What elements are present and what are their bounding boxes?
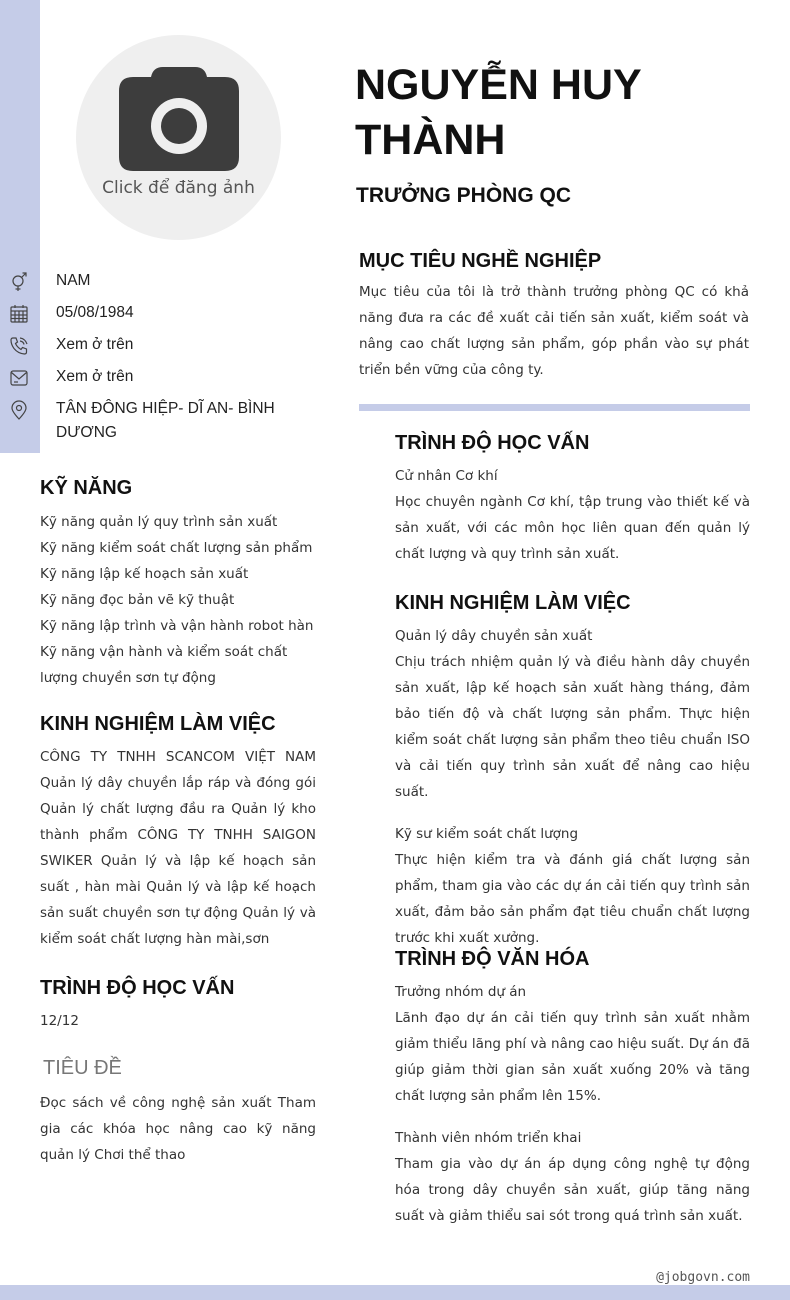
section-title: TIÊU ĐỀ bbox=[43, 1057, 122, 1079]
entry-heading: Cử nhân Cơ khí bbox=[395, 468, 498, 484]
contact-birthday: 05/08/1984 bbox=[0, 300, 300, 332]
skill-item: Kỹ năng lập kế hoạch sản xuất bbox=[40, 566, 249, 582]
photo-upload[interactable] bbox=[76, 35, 281, 240]
objective-text: Mục tiêu của tôi là trở thành trưởng phòng QC có khả năng đưa ra các đề xuất cải tiến sản xuất, kiểm soát và nâng cao chất lượng sản phẩm, góp phần vào sự phát triển bền vững của công ty. bbox=[359, 284, 749, 378]
skill-item: Kỹ năng quản lý quy trình sản xuất bbox=[40, 514, 278, 530]
skill-item: Kỹ năng kiểm soát chất lượng sản phẩm bbox=[40, 540, 313, 556]
gender-icon bbox=[9, 272, 29, 292]
camera-icon bbox=[117, 65, 241, 173]
photo-caption: Click để đăng ảnh bbox=[102, 178, 255, 198]
contact-gender: NAM bbox=[0, 268, 300, 300]
entry-text: Chịu trách nhiệm quản lý và điều hành dây chuyền sản xuất, lập kế hoạch sản xuất hàng tháng, đảm bảo tiến độ và chất lượng sản phẩm. Thực hiện kiểm soát chất lượng sản phẩm theo tiêu chuẩn ISO và cải tiến quy trình sản xuất để nâng cao hiệu suất. bbox=[395, 654, 750, 800]
experience-entry bbox=[395, 821, 750, 951]
job-title: TRƯỞNG PHÒNG QC bbox=[356, 184, 572, 207]
objective-section bbox=[359, 250, 749, 383]
skill-item: Kỹ năng lập trình và vận hành robot hàn bbox=[40, 618, 314, 634]
section-title: KINH NGHIỆM LÀM VIỆC bbox=[40, 713, 276, 735]
entry-text: Học chuyên ngành Cơ khí, tập trung vào thiết kế và sản xuất, với các môn học liên quan đến quản lý chất lượng và quy trình sản xuất. bbox=[395, 494, 750, 562]
skills-section bbox=[40, 477, 316, 691]
watermark-link[interactable]: @jobgovn.com bbox=[656, 1270, 750, 1285]
section-title: TRÌNH ĐỘ HỌC VẤN bbox=[40, 977, 235, 999]
entry-heading: Trưởng nhóm dự án bbox=[395, 984, 527, 1000]
section-title: KỸ NĂNG bbox=[40, 477, 133, 499]
culture-entry bbox=[395, 1125, 750, 1229]
experience-left-text: CÔNG TY TNHH SCANCOM VIỆT NAM Quản lý dây chuyền lắp ráp và đóng gói Quản lý chất lượng đầu ra Quản lý kho thành phẩm CÔNG TY TNHH SAIGON SWIKER Quản lý và lập kế hoạch sản suất , hàn mài Quản lý và lập kế hoạch sản suất chuyền sơn tự động Quản lý và kiểm soát chất lượng hàn mài,sơn bbox=[40, 749, 316, 947]
candidate-name: NGUYỄN HUY THÀNH bbox=[355, 61, 641, 164]
experience-left-section bbox=[40, 713, 316, 952]
bottom-accent-bar bbox=[0, 1285, 790, 1300]
skill-item: Kỹ năng đọc bản vẽ kỹ thuật bbox=[40, 592, 235, 608]
section-title: TRÌNH ĐỘ HỌC VẤN bbox=[395, 432, 590, 454]
section-title: KINH NGHIỆM LÀM VIỆC bbox=[395, 592, 631, 614]
section-title: TRÌNH ĐỘ VĂN HÓA bbox=[395, 948, 590, 970]
culture-section bbox=[395, 948, 750, 1245]
education-left-section bbox=[40, 977, 316, 1034]
education-entry bbox=[395, 463, 750, 567]
education-right-section bbox=[395, 432, 750, 583]
contact-info bbox=[0, 268, 300, 445]
entry-text: Lãnh đạo dự án cải tiến quy trình sản xuất nhằm giảm thiểu lãng phí và nâng cao hiệu suất. Dự án đã giúp giảm thời gian sản xuất xuống 20% và tăng chất lượng sản phẩm lên 15%. bbox=[395, 1010, 750, 1104]
entry-heading: Thành viên nhóm triển khai bbox=[395, 1130, 582, 1146]
experience-entry bbox=[395, 623, 750, 805]
phone-icon bbox=[9, 336, 29, 356]
section-title: MỤC TIÊU NGHỀ NGHIỆP bbox=[359, 250, 602, 272]
email-icon bbox=[9, 368, 29, 388]
other-section bbox=[40, 1057, 316, 1168]
culture-entry bbox=[395, 979, 750, 1109]
contact-address: TÂN ĐÔNG HIỆP- DĨ AN- BÌNH DƯƠNG bbox=[0, 396, 300, 445]
skills-list bbox=[40, 509, 316, 691]
contact-email: Xem ở trên bbox=[0, 364, 300, 396]
entry-heading: Kỹ sư kiểm soát chất lượng bbox=[395, 826, 579, 842]
entry-heading: Quản lý dây chuyền sản xuất bbox=[395, 628, 593, 644]
section-divider bbox=[359, 404, 750, 411]
education-left-text: 12/12 bbox=[40, 1013, 79, 1029]
entry-text: Thực hiện kiểm tra và đánh giá chất lượng sản phẩm, tham gia vào các dự án cải tiến quy trình sản xuất, đảm bảo sản phẩm đạt tiêu chuẩn chất lượng trước khi xuất xưởng. bbox=[395, 852, 750, 946]
contact-phone: Xem ở trên bbox=[0, 332, 300, 364]
location-icon bbox=[9, 400, 29, 420]
experience-right-section bbox=[395, 592, 750, 967]
entry-text: Tham gia vào dự án áp dụng công nghệ tự động hóa trong dây chuyền sản xuất, giúp tăng năng suất và giảm thiểu sai sót trong quá trình sản xuất. bbox=[395, 1156, 750, 1224]
other-text: Đọc sách về công nghệ sản xuất Tham gia các khóa học nâng cao kỹ năng quản lý Chơi thể thao bbox=[40, 1095, 316, 1163]
calendar-icon bbox=[9, 304, 29, 324]
skill-item: Kỹ năng vận hành và kiểm soát chất lượng chuyền sơn tự động bbox=[40, 644, 288, 686]
